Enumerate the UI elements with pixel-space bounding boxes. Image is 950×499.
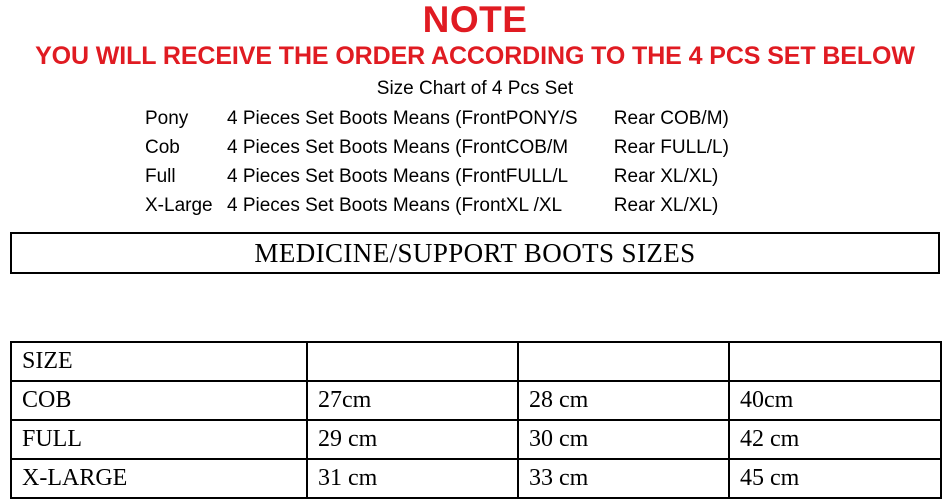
boots-sizes-banner-text: MEDICINE/SUPPORT BOOTS SIZES (254, 237, 696, 268)
set-means-label: 4 Pieces Set Boots Means (Front (227, 108, 506, 129)
set-front-value: XL /XL (505, 195, 563, 216)
set-means-label: 4 Pieces Set Boots Means (Front (227, 166, 506, 187)
set-front-value: COB/M (505, 137, 569, 158)
table-row (11, 381, 941, 420)
set-chart-title: Size Chart of 4 Pcs Set (376, 78, 574, 99)
set-rear-value: Rear XL/XL) (613, 195, 719, 216)
sizes-table-wrapper (10, 341, 940, 499)
set-chart-row (145, 133, 805, 162)
set-rear-value: Rear XL/XL) (613, 166, 719, 187)
set-chart-row (145, 162, 805, 191)
set-chart-row (145, 191, 805, 220)
sizes-table (10, 341, 942, 499)
table-cell-measure-1: 31 cm (307, 459, 518, 498)
set-size-label: X-Large (145, 195, 213, 216)
set-rear-value: Rear FULL/L) (613, 137, 729, 158)
table-header-cell: SIZE (11, 342, 307, 381)
table-header-cell (307, 342, 518, 381)
table-row (11, 459, 941, 498)
note-subtitle: YOU WILL RECEIVE THE ORDER ACCORDING TO THE 4 PCS SET BELOW (35, 42, 915, 70)
table-row (11, 420, 941, 459)
set-front-value: PONY/S (505, 108, 578, 129)
table-cell-measure-3: 40cm (729, 381, 941, 420)
set-size-label: Cob (145, 137, 180, 158)
set-chart-row (145, 104, 805, 133)
set-means-label: 4 Pieces Set Boots Means (Front (227, 137, 506, 158)
set-rear-value: Rear COB/M) (613, 108, 729, 129)
table-cell-measure-1: 27cm (307, 381, 518, 420)
table-cell-measure-1: 29 cm (307, 420, 518, 459)
table-cell-measure-2: 30 cm (518, 420, 729, 459)
set-size-label: Pony (145, 108, 189, 129)
note-title: NOTE (422, 0, 528, 40)
table-header-cell (729, 342, 941, 381)
set-chart-list (145, 104, 805, 220)
table-cell-measure-3: 45 cm (729, 459, 941, 498)
table-cell-size: COB (11, 381, 307, 420)
set-front-value: FULL/L (505, 166, 569, 187)
set-means-label: 4 Pieces Set Boots Means (Front (227, 195, 506, 216)
boots-sizes-banner (10, 232, 940, 274)
table-cell-size: X-LARGE (11, 459, 307, 498)
table-cell-measure-3: 42 cm (729, 420, 941, 459)
table-header-row (11, 342, 941, 381)
set-size-label: Full (145, 166, 176, 187)
table-cell-measure-2: 33 cm (518, 459, 729, 498)
table-cell-size: FULL (11, 420, 307, 459)
table-cell-measure-2: 28 cm (518, 381, 729, 420)
table-header-cell (518, 342, 729, 381)
